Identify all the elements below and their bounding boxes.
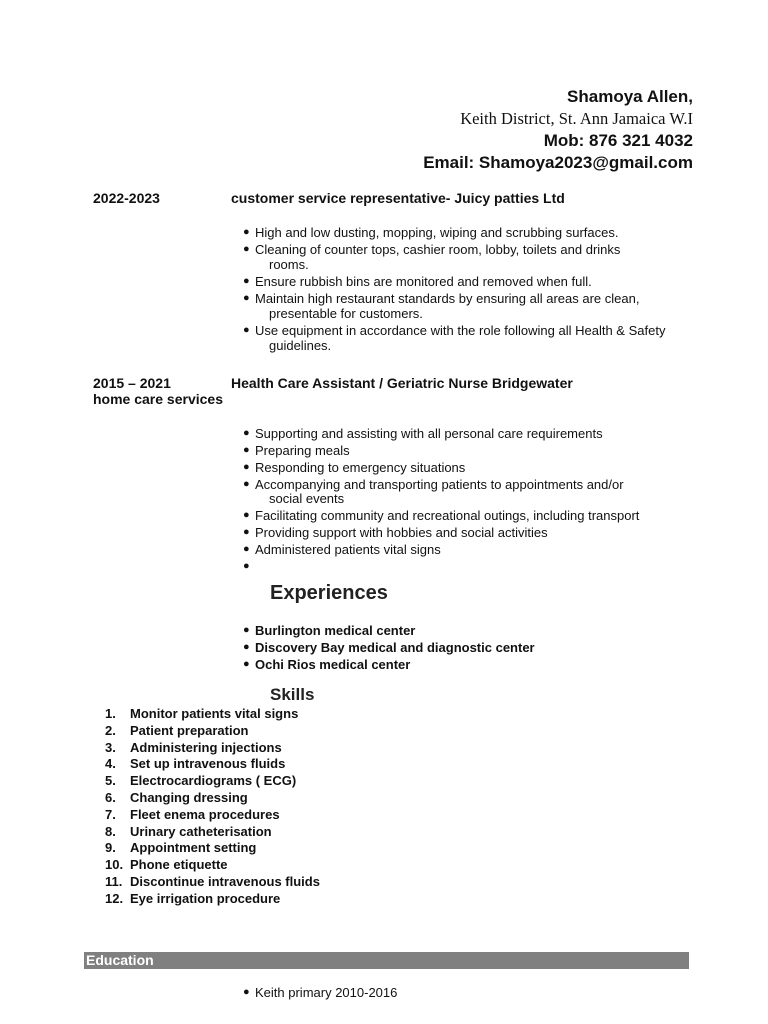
bullet-icon: ● bbox=[243, 641, 250, 653]
experiences-heading: Experiences bbox=[270, 582, 388, 604]
skill-item: 9. Appointment setting bbox=[105, 840, 257, 856]
skill-item: 6. Changing dressing bbox=[105, 789, 248, 805]
skill-item: 10. Phone etiquette bbox=[105, 857, 228, 873]
candidate-mobile: Mob: 876 321 4032 bbox=[543, 131, 693, 150]
skill-item: 1. Monitor patients vital signs bbox=[105, 706, 299, 721]
skill-item: 2. Patient preparation bbox=[105, 722, 249, 738]
experience-item: ● Burlington medical center bbox=[243, 623, 416, 638]
job-duties-list bbox=[243, 225, 665, 355]
education-heading-bar bbox=[84, 952, 689, 969]
skill-item: 8. Urinary catheterisation bbox=[105, 823, 272, 839]
skill-item: 5. Electrocardiograms ( ECG) bbox=[105, 773, 297, 789]
education-heading: Education bbox=[86, 952, 154, 968]
job-title: customer service representative- Juicy patties Ltd bbox=[231, 190, 565, 206]
candidate-name: Shamoya Allen, bbox=[567, 87, 693, 106]
skill-item: 4. Set up intravenous fluids bbox=[105, 756, 286, 772]
bullet-icon: ● bbox=[243, 543, 250, 555]
job-dates: 2022-2023 bbox=[93, 190, 160, 206]
bullet-icon: ● bbox=[243, 658, 250, 670]
job-heading bbox=[93, 375, 573, 407]
skill-item: 7. Fleet enema procedures bbox=[105, 806, 280, 822]
education-list bbox=[243, 985, 397, 1002]
duty-item: ● Maintain high restaurant standards by ensuring all areas are clean, presentable for customers. bbox=[243, 291, 640, 321]
bullet-icon: ● bbox=[243, 243, 250, 255]
candidate-email: Email: Shamoya2023@gmail.com bbox=[423, 153, 693, 172]
duty-item: ● Ensure rubbish bins are monitored and removed when full. bbox=[243, 274, 592, 289]
bullet-icon: ● bbox=[243, 461, 250, 473]
duty-item: ● Administered patients vital signs bbox=[243, 542, 441, 557]
experience-item: ● Ochi Rios medical center bbox=[243, 657, 411, 672]
skill-item: 12. Eye irrigation procedure bbox=[105, 890, 281, 906]
bullet-icon: ● bbox=[243, 509, 250, 521]
job-dates: 2015 – 2021 bbox=[93, 375, 171, 391]
bullet-icon: ● bbox=[243, 226, 250, 238]
bullet-icon: ● bbox=[243, 478, 250, 490]
skill-item: 3. Administering injections bbox=[105, 739, 282, 755]
bullet-icon: ● bbox=[243, 275, 250, 287]
duty-item: ● Cleaning of counter tops, cashier room, lobby, toilets and drinks rooms. bbox=[243, 242, 621, 272]
bullet-icon: ● bbox=[243, 324, 250, 336]
education-item: ● Keith primary 2010-2016 bbox=[243, 985, 398, 1000]
experience-item: ● Discovery Bay medical and diagnostic center bbox=[243, 640, 535, 655]
bullet-icon: ● bbox=[243, 427, 250, 439]
skills-heading: Skills bbox=[270, 685, 315, 704]
job-duties-list bbox=[243, 426, 640, 572]
duty-item: ● Facilitating community and recreational outings, including transport bbox=[243, 508, 640, 523]
job-heading bbox=[93, 190, 565, 206]
skill-item: 11. Discontinue intravenous fluids bbox=[105, 873, 320, 889]
bullet-icon: ● bbox=[243, 526, 250, 538]
duty-item: ● Supporting and assisting with all personal care requirements bbox=[243, 426, 603, 441]
duty-item: ● High and low dusting, mopping, wiping and scrubbing surfaces. bbox=[243, 225, 619, 240]
duty-item: ● Preparing meals bbox=[243, 443, 350, 458]
skills-list bbox=[105, 706, 320, 908]
job-title-continued: home care services bbox=[93, 391, 223, 407]
duty-item: ● Accompanying and transporting patients to appointments and/or social events bbox=[243, 477, 624, 506]
bullet-icon: ● bbox=[243, 444, 250, 456]
candidate-address: Keith District, St. Ann Jamaica W.I bbox=[460, 109, 693, 128]
bullet-icon: ● bbox=[243, 986, 250, 998]
bullet-icon: ● bbox=[243, 560, 250, 572]
bullet-icon: ● bbox=[243, 624, 250, 636]
contact-header bbox=[423, 86, 693, 174]
duty-item: ● Providing support with hobbies and social activities bbox=[243, 525, 548, 540]
experiences-list bbox=[243, 623, 535, 674]
duty-item: ● Use equipment in accordance with the role following all Health & Safety guidelines. bbox=[243, 323, 666, 353]
duty-item: ● Responding to emergency situations bbox=[243, 460, 466, 475]
bullet-icon: ● bbox=[243, 292, 250, 304]
job-title: Health Care Assistant / Geriatric Nurse Bridgewater bbox=[231, 375, 573, 391]
